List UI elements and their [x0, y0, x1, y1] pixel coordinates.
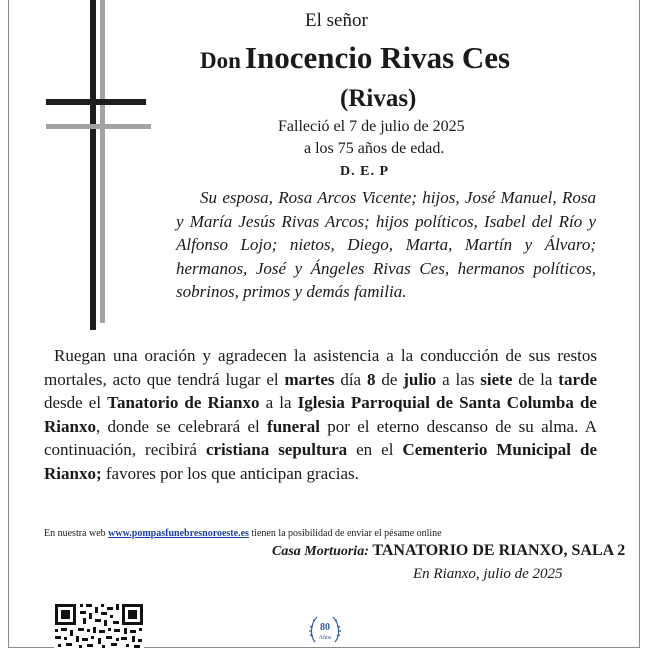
anniversary-emblem [307, 612, 343, 648]
nickname: (Rivas) [340, 85, 417, 112]
web-note: En nuestra web www.pompasfunebresnoroeste.es tienen la posibilidad de enviar el pésame online [44, 528, 442, 539]
emblem-text: Años [318, 635, 332, 641]
qr-code[interactable] [54, 603, 144, 649]
death-date: Falleció el 7 de julio de 2025 [278, 118, 465, 135]
cross-vertical-gray [100, 0, 105, 323]
funeral-details: Ruegan una oración y agradecen la asistencia a la conducción de sus restos mortales, acto que tendrá lugar el martes día 8 de julio a las siete de la tarde desde el Tanatorio de Rianxo a la Iglesia Parroquial de Santa Columba de Rianxo, donde se celebrará el funeral por el eterno descanso de su alma. A continuación, recibirá cristiana sepultura en el Cementerio Municipal de Rianxo; favores por los que anticipan gracias. [44, 346, 598, 483]
website-link[interactable]: www.pompasfunebresnoroeste.es [108, 528, 249, 539]
family-list: Su esposa, Rosa Arcos Vicente; hijos, José Manuel, Rosa y María Jesús Rivas Arcos; hijos políticos, Isabel del Río y Alfonso Lojo; nietos, Diego, Marta, Martín y Álvaro; hermanos, José y Ángeles Rivas Ces, hermanos políticos, sobrinos, primos y demás familia. [176, 188, 596, 301]
deceased-name [200, 40, 510, 76]
emblem-number: 80 [320, 622, 330, 633]
mortuary-label: Casa Mortuoria: [272, 544, 369, 559]
full-name: Inocencio Rivas Ces [244, 40, 511, 75]
cross-horizontal-black [46, 99, 146, 105]
place-date: En Rianxo, julio de 2025 [413, 566, 563, 582]
mortuary-value: TANATORIO DE RIANXO, SALA 2 [372, 542, 626, 559]
rip-abbrev: D. E. P [340, 164, 389, 179]
mortuary-line [272, 542, 625, 560]
honorific: Don [200, 48, 241, 73]
cross-horizontal-gray [46, 124, 151, 129]
cross-vertical-black [90, 0, 96, 330]
age: a los 75 años de edad. [304, 140, 445, 157]
title-prefix: El señor [305, 10, 368, 31]
